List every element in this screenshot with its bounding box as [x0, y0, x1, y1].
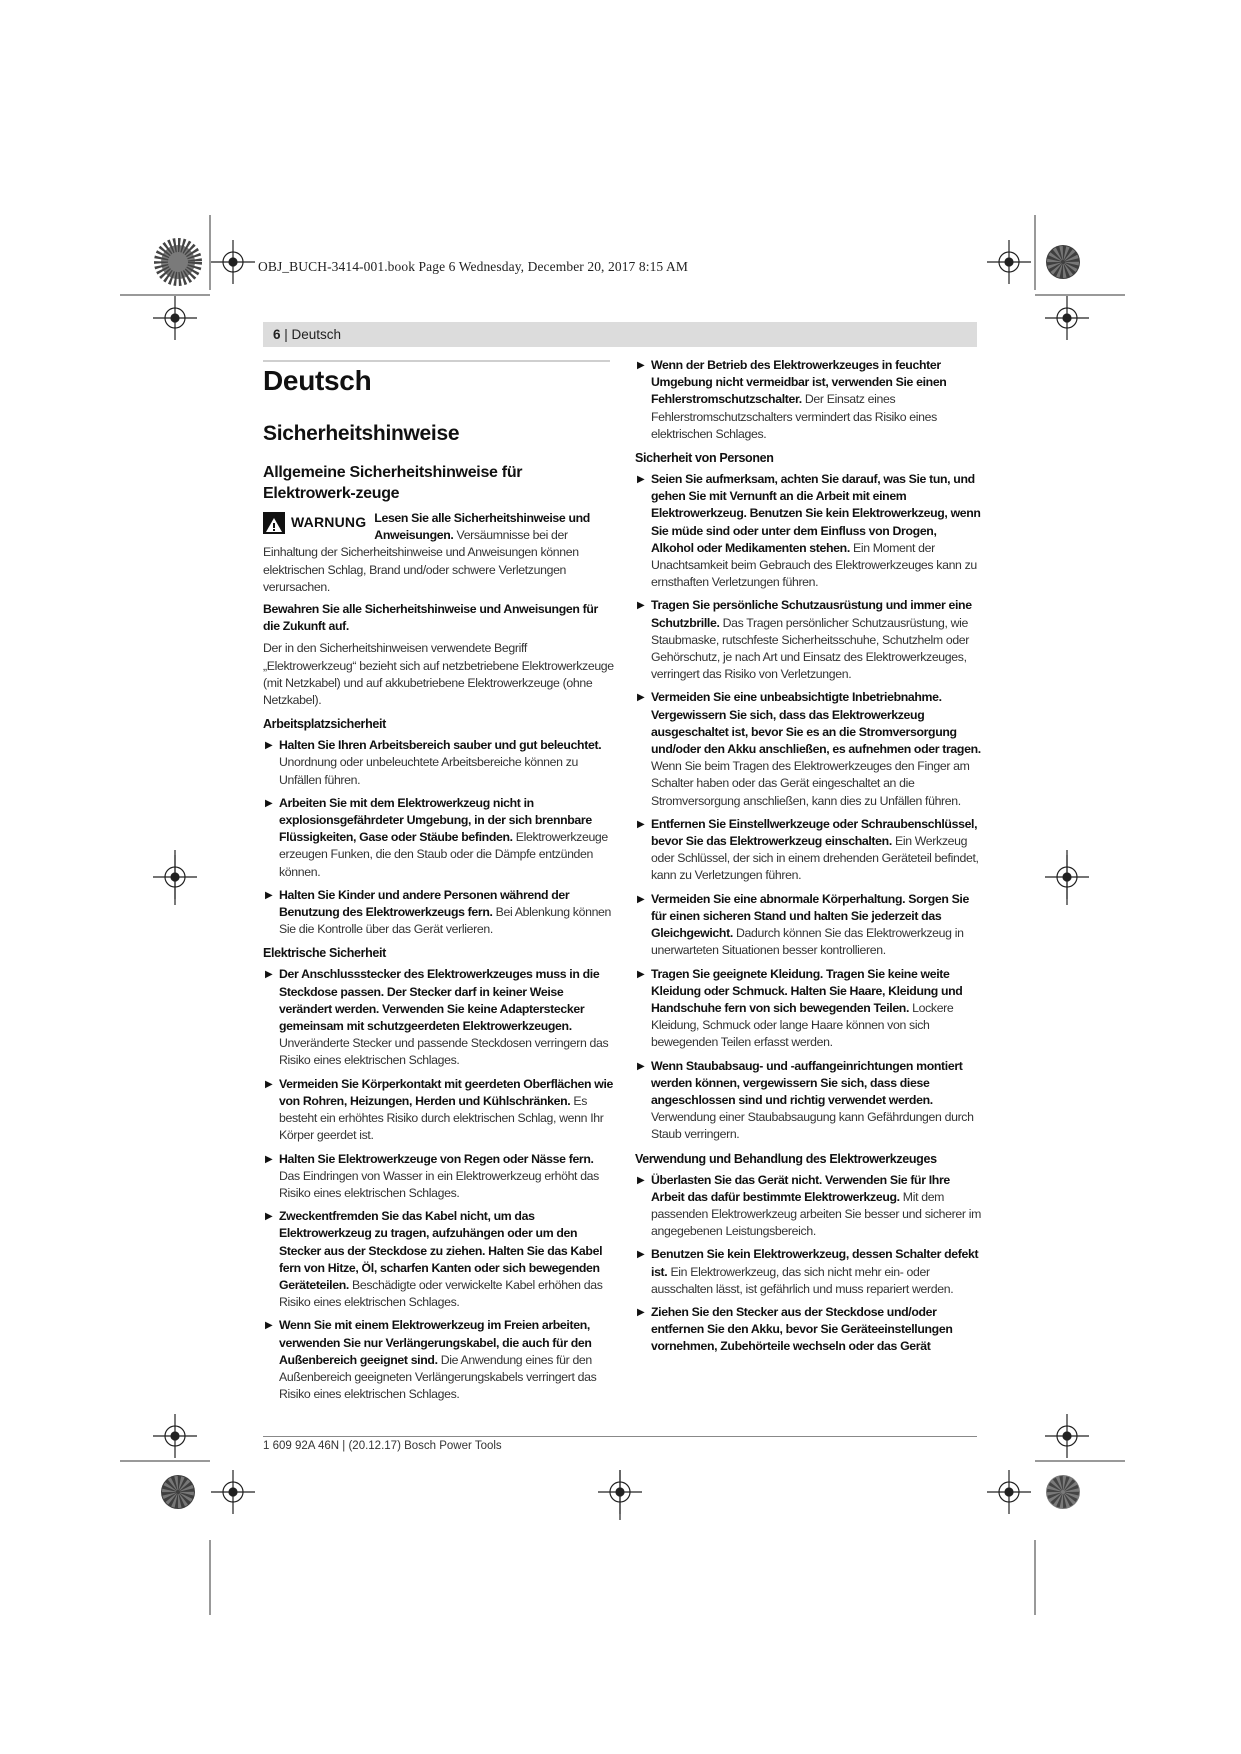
- list-item: [263, 795, 616, 881]
- bullet-arrow-icon: [265, 737, 272, 754]
- bullet-arrow-icon: [637, 597, 644, 614]
- list-item: [263, 1208, 616, 1311]
- bullet-arrow-icon: [637, 689, 644, 706]
- item-bold-text: Arbeiten Sie mit dem Elektrowerkzeug nicht in explosionsgefährdeter Umgebung, in der sich brennbare Flüssigkeiten, Gase oder Stäube befinden.: [279, 795, 592, 845]
- list-item: [635, 816, 981, 885]
- item-body-text: Wenn Sie beim Tragen des Elektrowerkzeuges den Finger am Schalter haben oder das Gerät eingeschaltet an die Stromversorgung anschließen, kann dies zu Unfällen führen.: [651, 759, 970, 808]
- item-body-text: Die Anwendung eines für den Außenbereich geeigneten Verlängerungskabels verringert das Risiko eines elektrischen Schlages.: [279, 1352, 597, 1402]
- list-item: [635, 471, 981, 591]
- warning-word: WARNUNG: [291, 514, 367, 531]
- bullet-arrow-icon: [265, 1076, 272, 1093]
- item-bold-text: Halten Sie Elektrowerkzeuge von Regen oder Nässe fern.: [279, 1151, 594, 1166]
- item-body-text: Es besteht ein erhöhtes Risiko durch elektrischen Schlag, wenn Ihr Körper geerdet ist.: [279, 1093, 604, 1143]
- keep-instructions: [263, 601, 616, 635]
- bullet-arrow-icon: [637, 1304, 644, 1321]
- bullet-arrow-icon: [265, 887, 272, 904]
- item-bold-text: Halten Sie Kinder und andere Personen während der Benutzung des Elektrowerkzeugs fern.: [279, 887, 570, 920]
- right-column: [635, 357, 981, 1362]
- warning-label: [263, 512, 366, 534]
- item-body-text: Ein Elektrowerkzeug, das sich nicht mehr ein- oder ausschalten lässt, ist gefährlich und muss repariert werden.: [651, 1264, 954, 1296]
- section-title: Sicherheitshinweise: [263, 422, 460, 445]
- list-item: [635, 1058, 981, 1144]
- bullet-arrow-icon: [265, 795, 272, 812]
- subsection-title: Allgemeine Sicherheitshinweise für Elektrowerk-zeuge: [263, 464, 523, 502]
- item-body-text: Das Eindringen von Wasser in ein Elektrowerkzeug erhöht das Risiko eines elektrischen Schlages.: [279, 1168, 599, 1200]
- item-bold-text: Vermeiden Sie Körperkontakt mit geerdeten Oberflächen wie von Rohren, Heizungen, Herden und Kühlschränken.: [279, 1076, 614, 1108]
- page-header-band: [263, 322, 977, 347]
- item-bold-text: Halten Sie Ihren Arbeitsbereich sauber und gut beleuchtet.: [279, 738, 602, 753]
- item-bold-text: Überlasten Sie das Gerät nicht. Verwenden Sie für Ihre Arbeit das dafür bestimmte Elektrowerkzeug.: [651, 1172, 950, 1204]
- item-body-text: Verwendung einer Staubabsaugung kann Gefährdungen durch Staub verringern.: [651, 1110, 974, 1142]
- bullet-arrow-icon: [637, 471, 644, 488]
- bullet-arrow-icon: [637, 816, 644, 833]
- keep-instructions-text: Bewahren Sie alle Sicherheitshinweise und Anweisungen für die Zukunft auf.: [263, 602, 598, 634]
- page-footer: 1 609 92A 46N | (20.12.17) Bosch Power Tools: [263, 1440, 502, 1452]
- item-bold-text: Vermeiden Sie eine abnormale Körperhaltung. Sorgen Sie für einen sicheren Stand und halten Sie jederzeit das Gleichgewicht.: [651, 891, 969, 941]
- item-bold-text: Wenn der Betrieb des Elektrowerkzeuges in feuchter Umgebung nicht vermeidbar ist, verwenden Sie einen Fehlerstromschutzschalter.: [651, 358, 947, 407]
- item-bold-text: Der Anschlussstecker des Elektrowerkzeuges muss in die Steckdose passen. Der Stecker darf in keiner Weise verändert werden. Verwenden Sie keine Adapterstecker gemeinsam mit schutzgeerdeten Elektrowerkzeugen.: [279, 967, 600, 1034]
- item-body-text: Unordnung oder unbeleuchtete Arbeitsbereiche können zu Unfällen führen.: [279, 755, 579, 787]
- bullet-list: [635, 357, 981, 443]
- item-bold-text: Zweckentfremden Sie das Kabel nicht, um das Elektrowerkzeug zu tragen, aufzuhängen oder um den Stecker aus der Steckdose zu ziehen. Halten Sie das Kabel fern von Hitze, Öl, scharfen Kanten oder sich bewegenden Geräteteilen.: [279, 1209, 603, 1292]
- item-bold-text: Ziehen Sie den Stecker aus der Steckdose und/oder entfernen Sie den Akku, bevor Sie Geräteeinstellungen vornehmen, Zubehörteile wechseln oder das Gerät: [651, 1304, 953, 1354]
- bullet-list: [635, 471, 981, 1144]
- list-item: [635, 689, 981, 809]
- title-rule: [263, 360, 610, 362]
- list-item: [263, 1076, 616, 1145]
- bullet-list: [635, 1172, 981, 1356]
- list-item: [263, 1151, 616, 1203]
- group-heading: Arbeitsplatzsicherheit: [263, 717, 386, 732]
- warning-body: Versäumnisse bei der Einhaltung der Sicherheitshinweise und Anweisungen können elektrischen Schlag, Brand und/oder schwere Verletzungen verursachen.: [263, 528, 579, 594]
- item-bold-text: Tragen Sie persönliche Schutzausrüstung und immer eine Schutzbrille.: [651, 598, 972, 630]
- item-bold-text: Tragen Sie geeignete Kleidung. Tragen Sie keine weite Kleidung oder Schmuck. Halten Sie Haare, Kleidung und Handschuhe fern von sich bewegenden Teilen.: [651, 966, 963, 1015]
- left-groups: [263, 716, 616, 1403]
- list-item: [635, 1172, 981, 1241]
- warning-notice: [263, 510, 616, 596]
- item-body-text: Lockere Kleidung, Schmuck oder lange Haare können von sich bewegenden Teilen erfasst werden.: [651, 1000, 954, 1050]
- list-item: [635, 966, 981, 1052]
- item-bold-text: Wenn Staubabsaug- und -auffangeinrichtungen montiert werden können, vergewissern Sie sich, dass diese angeschlossen sind und richtig verwendet werden.: [651, 1058, 963, 1107]
- item-bold-text: Benutzen Sie kein Elektrowerkzeug, dessen Schalter defekt ist.: [651, 1247, 979, 1279]
- bullet-arrow-icon: [265, 1208, 272, 1225]
- item-body-text: Beschädigte oder verwickelte Kabel erhöhen das Risiko eines elektrischen Schlages.: [279, 1277, 603, 1310]
- bullet-arrow-icon: [637, 1246, 644, 1263]
- list-item: [635, 597, 981, 683]
- list-item: [635, 357, 981, 443]
- item-body-text: Ein Werkzeug oder Schlüssel, der sich in einem drehenden Geräteteil befindet, kann zu Verletzungen führen.: [651, 834, 979, 883]
- item-bold-text: Wenn Sie mit einem Elektrowerkzeug im Freien arbeiten, verwenden Sie nur Verlängerungskabel, die auch für den Außenbereich geeignet sind.: [279, 1318, 592, 1367]
- footer-rule: [263, 1436, 977, 1437]
- list-item: [263, 1317, 616, 1403]
- bullet-arrow-icon: [265, 1317, 272, 1334]
- item-body-text: Dadurch können Sie das Elektrowerkzeug in unerwarteten Situationen besser kontrollieren.: [651, 926, 964, 958]
- warning-triangle-icon: [263, 512, 285, 534]
- header-section: Deutsch: [291, 327, 342, 342]
- item-body-text: Ein Moment der Unachtsamkeit beim Gebrauch des Elektrowerkzeuges kann zu ernsthaften Verletzungen führen.: [651, 540, 977, 590]
- page-number: 6: [273, 327, 281, 342]
- item-body-text: Elektrowerkzeuge erzeugen Funken, die den Staub oder die Dämpfe entzünden können.: [279, 830, 608, 879]
- bullet-arrow-icon: [637, 1172, 644, 1189]
- warning-bold: Lesen Sie alle Sicherheitshinweise und Anweisungen.: [374, 511, 590, 543]
- page-title: Deutsch: [263, 365, 372, 396]
- right-groups: [635, 357, 981, 1356]
- list-item: [263, 887, 616, 939]
- item-bold-text: Vermeiden Sie eine unbeabsichtigte Inbetriebnahme. Vergewissern Sie sich, dass das Elektrowerkzeug ausgeschaltet ist, bevor Sie es an die Stromversorgung und/oder den Akku anschließen, es aufnehmen oder tragen.: [651, 690, 981, 757]
- bullet-arrow-icon: [265, 966, 272, 983]
- list-item: [635, 1246, 981, 1298]
- item-body-text: Das Tragen persönlicher Schutzausrüstung, wie Staubmaske, rutschfeste Sicherheitsschuhe, Schutzhelm oder Gehörschutz, je nach Art und Einsatz des Elektrowerkzeuges, verringert das Risiko von Verletzungen.: [651, 615, 970, 682]
- bullet-arrow-icon: [637, 891, 644, 908]
- definition-paragraph: Der in den Sicherheitshinweisen verwendete Begriff „Elektrowerkzeug“ bezieht sich auf netzbetriebene Elektrowerkzeuge (mit Netzkabel) und auf akkubetriebene Elektrowerkzeuge (ohne Netzkabel).: [263, 641, 614, 708]
- item-bold-text: Seien Sie aufmerksam, achten Sie darauf, was Sie tun, und gehen Sie mit Vernunft an die Arbeit mit einem Elektrowerkzeug. Benutzen Sie kein Elektrowerkzeug, wenn Sie müde sind oder unter dem Einfluss von Drogen, Alkohol oder Medikamenten stehen.: [651, 472, 981, 555]
- left-column: [263, 364, 616, 1409]
- print-slug-header: OBJ_BUCH-3414-001.book Page 6 Wednesday, December 20, 2017 8:15 AM: [258, 259, 688, 274]
- bullet-arrow-icon: [637, 966, 644, 983]
- bullet-arrow-icon: [637, 357, 644, 374]
- list-item: [263, 737, 616, 789]
- bullet-list: [263, 966, 616, 1403]
- list-item: [635, 1304, 981, 1356]
- group-heading: Elektrische Sicherheit: [263, 946, 386, 961]
- list-item: [635, 891, 981, 960]
- group-heading: Verwendung und Behandlung des Elektrowerkzeuges: [635, 1151, 937, 1166]
- item-bold-text: Entfernen Sie Einstellwerkzeuge oder Schraubenschlüssel, bevor Sie das Elektrowerkzeug einschalten.: [651, 816, 978, 849]
- bullet-arrow-icon: [265, 1151, 272, 1168]
- bullet-list: [263, 737, 616, 938]
- bullet-arrow-icon: [637, 1058, 644, 1075]
- item-body-text: Bei Ablenkung können Sie die Kontrolle über das Gerät verlieren.: [279, 905, 612, 937]
- item-body-text: Mit dem passenden Elektrowerkzeug arbeiten Sie besser und sicherer im angegebenen Leistungsbereich.: [651, 1189, 981, 1239]
- list-item: [263, 966, 616, 1069]
- header-separator: |: [280, 327, 292, 342]
- group-heading: Sicherheit von Personen: [635, 451, 774, 466]
- item-body-text: Unveränderte Stecker und passende Steckdosen verringern das Risiko eines elektrischen Schlages.: [279, 1036, 609, 1068]
- item-body-text: Der Einsatz eines Fehlerstromschutzschalters vermindert das Risiko eines elektrischen Schlages.: [651, 392, 937, 441]
